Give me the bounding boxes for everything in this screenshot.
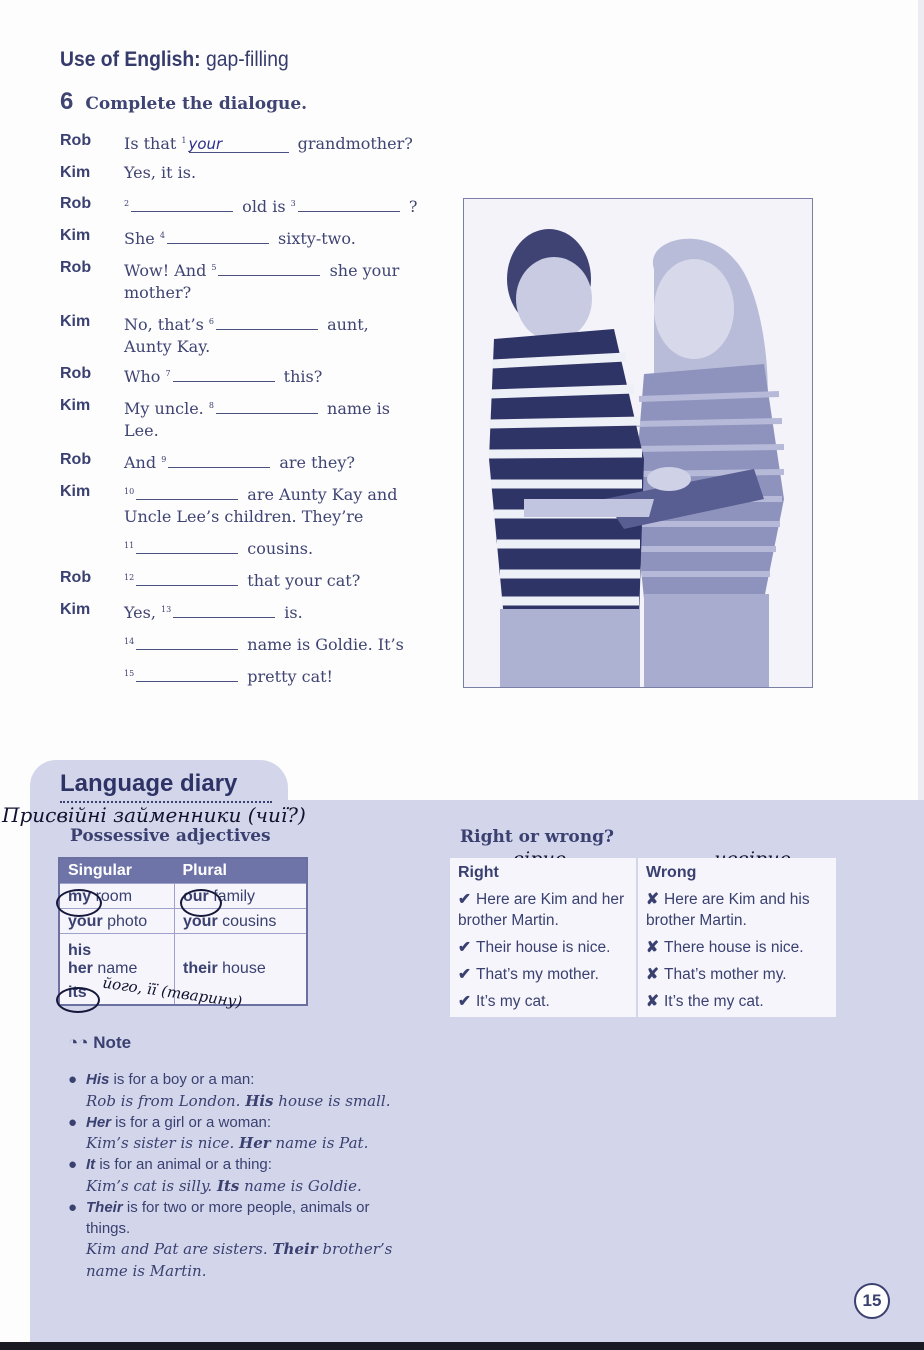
singular-header: Singular: [59, 858, 175, 884]
dialogue-line: [60, 535, 420, 560]
speaker-label: Rob: [60, 132, 92, 149]
dialogue-line: [60, 225, 420, 250]
handwritten-circle-its: [56, 987, 100, 1013]
answer-gap[interactable]: [167, 228, 269, 244]
answer-gap[interactable]: [131, 196, 233, 212]
answer-gap[interactable]: [216, 314, 318, 330]
dialogue-line: [60, 481, 420, 527]
bullet-icon: ●: [68, 1071, 78, 1088]
dialogue-text: $^2$ old is $^3$ ?: [124, 197, 418, 216]
dialogue-text: $^{12}$ that your cat?: [124, 571, 361, 590]
speaker-label: Kim: [60, 483, 91, 500]
table-row: ✔ That’s my mother. ✘ That’s mother my.: [450, 963, 836, 990]
answer-gap[interactable]: [136, 538, 238, 554]
dialogue-line: [60, 395, 420, 441]
answer-gap[interactable]: [136, 570, 238, 586]
dialogue-line: [60, 663, 420, 688]
dialogue-text: And $^9$ are they?: [124, 453, 355, 472]
wrong-header: Wrong: [637, 858, 836, 888]
answer-gap[interactable]: [168, 452, 270, 468]
exercise-number: 6: [60, 88, 74, 115]
note-item: ● His is for a boy or a man: Rob is from London. His house is small.: [68, 1071, 391, 1110]
exercise-instruction: Complete the dialogue.: [85, 94, 308, 114]
speaker-label: Rob: [60, 365, 92, 382]
boy-and-girl-illustration: [464, 199, 812, 687]
cross-icon: ✘: [646, 993, 659, 1010]
dialogue-text: $^{14}$ name is Goldie. It’s: [124, 635, 404, 654]
speaker-label: Kim: [60, 164, 91, 181]
answer-gap[interactable]: [218, 260, 320, 276]
speaker-label: Rob: [60, 451, 92, 468]
dialogue-line: [60, 449, 420, 474]
dialogue-text: Who $^7$ this?: [124, 367, 323, 386]
dialogue-line: [60, 130, 420, 155]
handwritten-title: Присвійні займенники (чиї?): [2, 803, 306, 827]
language-diary-title: Language diary: [60, 770, 238, 797]
dialogue-text: $^{10}$ are Aunty Kay and Uncle Lee’s children. They’re: [124, 485, 398, 526]
check-icon: ✔: [458, 993, 471, 1010]
handwritten-circle-my: [56, 889, 102, 917]
plural-header: Plural: [175, 858, 308, 884]
possessive-adjectives-table: [58, 857, 308, 1006]
speaker-label: Kim: [60, 601, 91, 618]
speaker-label: Rob: [60, 569, 92, 586]
bullet-icon: ●: [68, 1113, 78, 1131]
speaker-label: Kim: [60, 227, 91, 244]
note-item: ● Her is for a girl or a woman: Kim’s sister is nice. Her name is Pat.: [68, 1113, 369, 1153]
table-row: its: [59, 980, 307, 1005]
answer-gap[interactable]: [298, 196, 400, 212]
speaker-label: [60, 535, 124, 560]
note-heading: ◔◔ Note: [68, 1033, 132, 1052]
dialogue-text: Is that $^1$ your grandmother?: [124, 134, 413, 153]
cross-icon: ✘: [646, 939, 659, 956]
answer-gap-filled[interactable]: your: [189, 137, 289, 153]
table-row: my room our family: [59, 884, 307, 909]
dialogue-line: [60, 363, 420, 388]
dialogue-text: $^{15}$ pretty cat!: [124, 667, 333, 686]
answer-gap[interactable]: [136, 634, 238, 650]
scan-edge: [0, 1342, 924, 1350]
answer-gap[interactable]: [173, 366, 275, 382]
table-row: his her name their house: [59, 934, 307, 981]
possessive-adjectives-title: Possessive adjectives: [70, 826, 271, 846]
dialogue-line: [60, 311, 420, 357]
dialogue-line: [60, 257, 420, 303]
dialogue-text: $^{11}$ cousins.: [124, 539, 314, 558]
dialogue-line: [60, 631, 420, 656]
exercise-heading: [60, 88, 307, 116]
speaker-label: Rob: [60, 259, 92, 276]
dialogue-line: [60, 193, 420, 218]
handwritten-circle-our: [180, 889, 222, 917]
photo: [463, 198, 813, 688]
right-wrong-table: [450, 858, 836, 1017]
note-item: ● Their is for two or more people, animals or things. Kim and Pat are sisters. Their brother’s name is Martin.: [68, 1198, 393, 1281]
speaker-label: [60, 663, 124, 688]
bullet-icon: ●: [68, 1156, 78, 1174]
cross-icon: ✘: [646, 891, 659, 908]
check-icon: ✔: [458, 939, 471, 956]
bullet-icon: ●: [68, 1198, 78, 1216]
table-row: ✔ It’s my cat. ✘ It’s the my cat.: [450, 990, 836, 1017]
notes-list: [64, 1070, 394, 1283]
section-title: Use of English: gap-filling: [60, 48, 289, 71]
answer-gap[interactable]: [173, 602, 275, 618]
right-header: Right: [458, 864, 499, 881]
table-row: ✔ Here are Kim and her brother Martin. ✘ Here are Kim and his brother Martin.: [450, 888, 836, 936]
check-icon: ✔: [458, 966, 471, 983]
dialogue-line: [60, 599, 420, 624]
dialogue-text: My uncle. $^8$ name is Lee.: [124, 399, 390, 440]
speaker-label: Kim: [60, 397, 91, 414]
dialogue-line: [60, 162, 420, 184]
handwritten-its-note: його, її (тварину): [101, 973, 244, 1012]
table-row: your photo your cousins: [59, 909, 307, 934]
dialogue-text: Yes, it is.: [124, 163, 197, 182]
speaker-label: Kim: [60, 313, 91, 330]
right-or-wrong-title: Right or wrong?: [460, 827, 614, 847]
eyes-icon: ◔◔: [68, 1033, 89, 1052]
dialogue-line: [60, 567, 420, 592]
page-number: 15: [854, 1283, 890, 1319]
dialogue-text: Wow! And $^5$ she your mother?: [124, 261, 400, 302]
answer-gap[interactable]: [216, 398, 318, 414]
speaker-label: Rob: [60, 195, 92, 212]
dialogue-text: No, that’s $^6$ aunt, Aunty Kay.: [124, 315, 369, 356]
note-item: ● It is for an animal or a thing: Kim’s cat is silly. Its name is Goldie.: [68, 1156, 362, 1195]
answer-gap[interactable]: [136, 666, 238, 682]
dialogue-text: Yes, $^{13}$ is.: [124, 603, 303, 622]
cross-icon: ✘: [646, 966, 659, 983]
check-icon: ✔: [458, 891, 471, 908]
answer-gap[interactable]: [136, 484, 238, 500]
speaker-label: [60, 631, 124, 656]
dialogue-text: She $^4$ sixty-two.: [124, 229, 356, 248]
table-row: ✔ Their house is nice. ✘ There house is nice.: [450, 936, 836, 963]
